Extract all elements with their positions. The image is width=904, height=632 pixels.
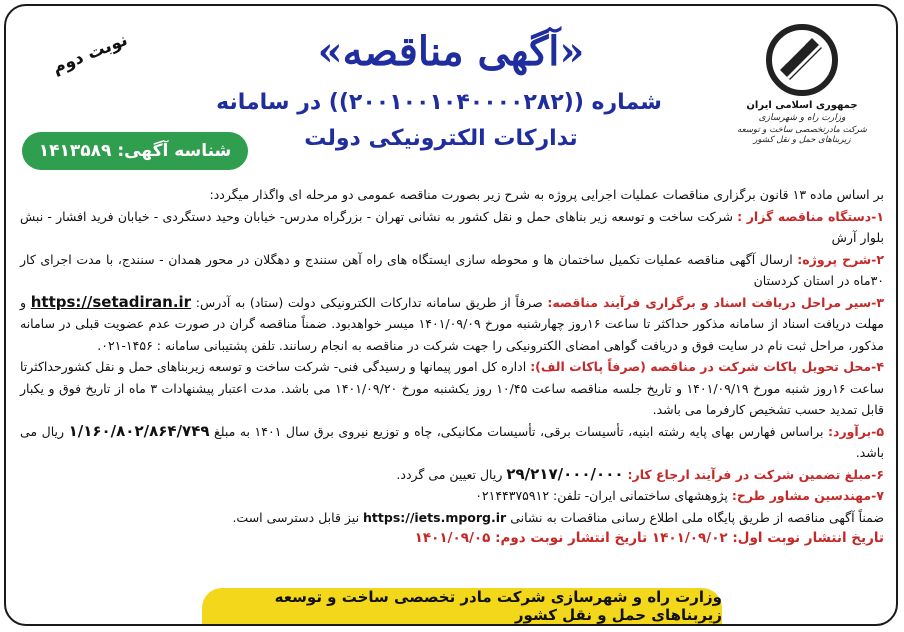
section-3-text-b: و مهلت دریافت اسناد از سامانه مذکور حداکثر تا ساعت ۱۶روز چهارشنبه مورخ ۱۴۰۱/۰۹/۰۹ میسر خواهدبود. ضمناً مناقصه گران در صورت عدم عضویت قبلی در سامانه مذکور، مراحل ثبت نام در سایت فوق و دریافت گواهی امضای الکترونیکی را جهت شرکت در مناقصه به انجام رسانند. تلفن پشتیبانی سامانه : ۱۴۵۶-۰۲۱.: [20, 294, 884, 353]
section-5-label: ۵-برآورد:: [828, 423, 884, 439]
section-5: [20, 421, 884, 464]
estimate-amount: ۱/۱۶۰/۸۰۲/۸۶۴/۷۴۹: [68, 421, 210, 440]
section-4-text: اداره کل امور پیمانها و رسیدگی فنی- شرکت ساخت و توسعه زیربناهای حمل و نقل کشورحداکثرتا ساعت ۱۶روز شنبه مورخ ۱۴۰۱/۰۹/۱۹ و تاریخ جلسه مناقصه ساعت ۱۰/۴۵ روز یکشنبه مورخ ۱۴۰۱/۰۹/۲۰ می باشد. مدت اعتبار پیشنهادات ۳ ماه از تاریخ فوق و یکبار قابل تمدید حسب تشخیص کارفرما می باشد.: [20, 359, 884, 417]
note-text-a: ضمناً آگهی مناقصه از طریق پایگاه ملی اطلاع رسانی مناقصات به نشانی: [510, 509, 884, 525]
note-text-b: نیز قابل دسترسی است.: [232, 509, 360, 525]
section-5-text-a: براساس فهارس بهای پایه رشته ابنیه، تأسیسات برقی، تأسیسات مکانیکی، چاه و توزیع نیروی برق سال ۱۴۰۱ به مبلغ: [214, 423, 824, 439]
tender-number: شماره ((۲۰۰۱۰۰۱۰۴۰۰۰۰۲۸۲)) در سامانه: [216, 90, 662, 115]
pub-first-date: ۱۴۰۱/۰۹/۰۲: [651, 530, 728, 546]
ministry-logo-icon: [766, 24, 838, 96]
section-7: [20, 485, 884, 507]
section-6: [20, 464, 884, 486]
section-4: [20, 356, 884, 421]
tender-notice: [4, 4, 898, 626]
section-7-text: پژوهشهای ساختمانی ایران- تلفن: ۰۲۱۴۴۳۷۵۹۱۲: [475, 488, 728, 503]
system-name: تدارکات الکترونیکی دولت: [304, 126, 578, 151]
section-3-label: ۳-سیر مراحل دریافت اسناد و برگزاری فرآیند مناقصه:: [547, 294, 885, 310]
section-1-text: شرکت ساخت و توسعه زیر بناهای حمل و نقل کشور به نشانی تهران - بزرگراه مدرس- خیابان وحید دستگردی - خیابان فرید افشار - نبش بلوار آرش: [20, 208, 884, 245]
ad-id-badge: [22, 132, 248, 170]
notice-title: «آگهی مناقصه»: [317, 28, 585, 75]
ministry-logo-block: [722, 24, 882, 145]
pub-second-label: تاریخ انتشار نوبت دوم:: [495, 530, 648, 546]
intro-paragraph: بر اساس ماده ۱۳ قانون برگزاری مناقصات عملیات اجرایی پروژه به شرح زیر بصورت مناقصه عمومی دو مرحله ای واگذار میگردد:: [209, 187, 884, 202]
setad-link[interactable]: https://setadiran.ir: [30, 292, 192, 311]
section-2: [20, 249, 884, 292]
round-badge: نوبت دوم: [49, 29, 131, 79]
section-2-text: ارسال آگهی مناقصه عملیات تکمیل ساختمان ها و محوطه سازی ایستگاه های راه آهن سنندج و دهگلان در محور همدان - سنندج، با مدت اجرای کار ۳۰ماه در استان کردستان: [20, 251, 884, 288]
section-3: [20, 292, 884, 357]
section-3-text-a: صرفاً از طریق سامانه تدارکات الکترونیکی دولت (ستاد) به آدرس:: [195, 294, 543, 310]
footer-banner: وزارت راه و شهرسازی شرکت مادر تخصصی ساخت و توسعه زیربناهای حمل و نقل کشور: [202, 588, 722, 624]
note-paragraph: [20, 507, 884, 529]
publication-dates: [20, 528, 884, 550]
logo-country-text: جمهوری اسلامی ایران: [746, 100, 858, 111]
logo-company-text: شرکت مادرتخصصی ساخت و توسعه زیربناهای حمل و نقل کشور: [737, 125, 867, 145]
section-2-label: ۲-شرح پروژه:: [797, 251, 884, 267]
section-6-label: ۶-مبلغ تضمین شرکت در فرآیند ارجاع کار:: [627, 466, 884, 482]
section-1-label: ۱-دستگاه مناقصه گزار :: [737, 208, 885, 224]
pub-first-label: تاریخ انتشار نوبت اول:: [732, 530, 884, 546]
section-1: [20, 206, 884, 249]
ad-id-label: شناسه آگهی:: [117, 141, 232, 161]
section-5-text-b: ریال می باشد.: [20, 423, 884, 460]
section-6-text: ریال تعیین می گردد.: [396, 466, 503, 482]
logo-ministry-text: وزارت راه و شهرسازی: [758, 113, 846, 123]
iets-link[interactable]: https://iets.mporg.ir: [363, 509, 507, 525]
ad-id-value: ۱۴۱۳۵۸۹: [38, 141, 112, 161]
notice-body: [20, 184, 884, 550]
pub-second-date: ۱۴۰۱/۰۹/۰۵: [414, 530, 491, 546]
section-4-label: ۴-محل تحویل پاکات شرکت در مناقصه (صرفاً پاکات الف):: [530, 359, 884, 374]
guarantee-amount: ۲۹/۲۱۷/۰۰۰/۰۰۰: [506, 464, 624, 483]
section-7-label: ۷-مهندسین مشاور طرح:: [731, 488, 884, 503]
